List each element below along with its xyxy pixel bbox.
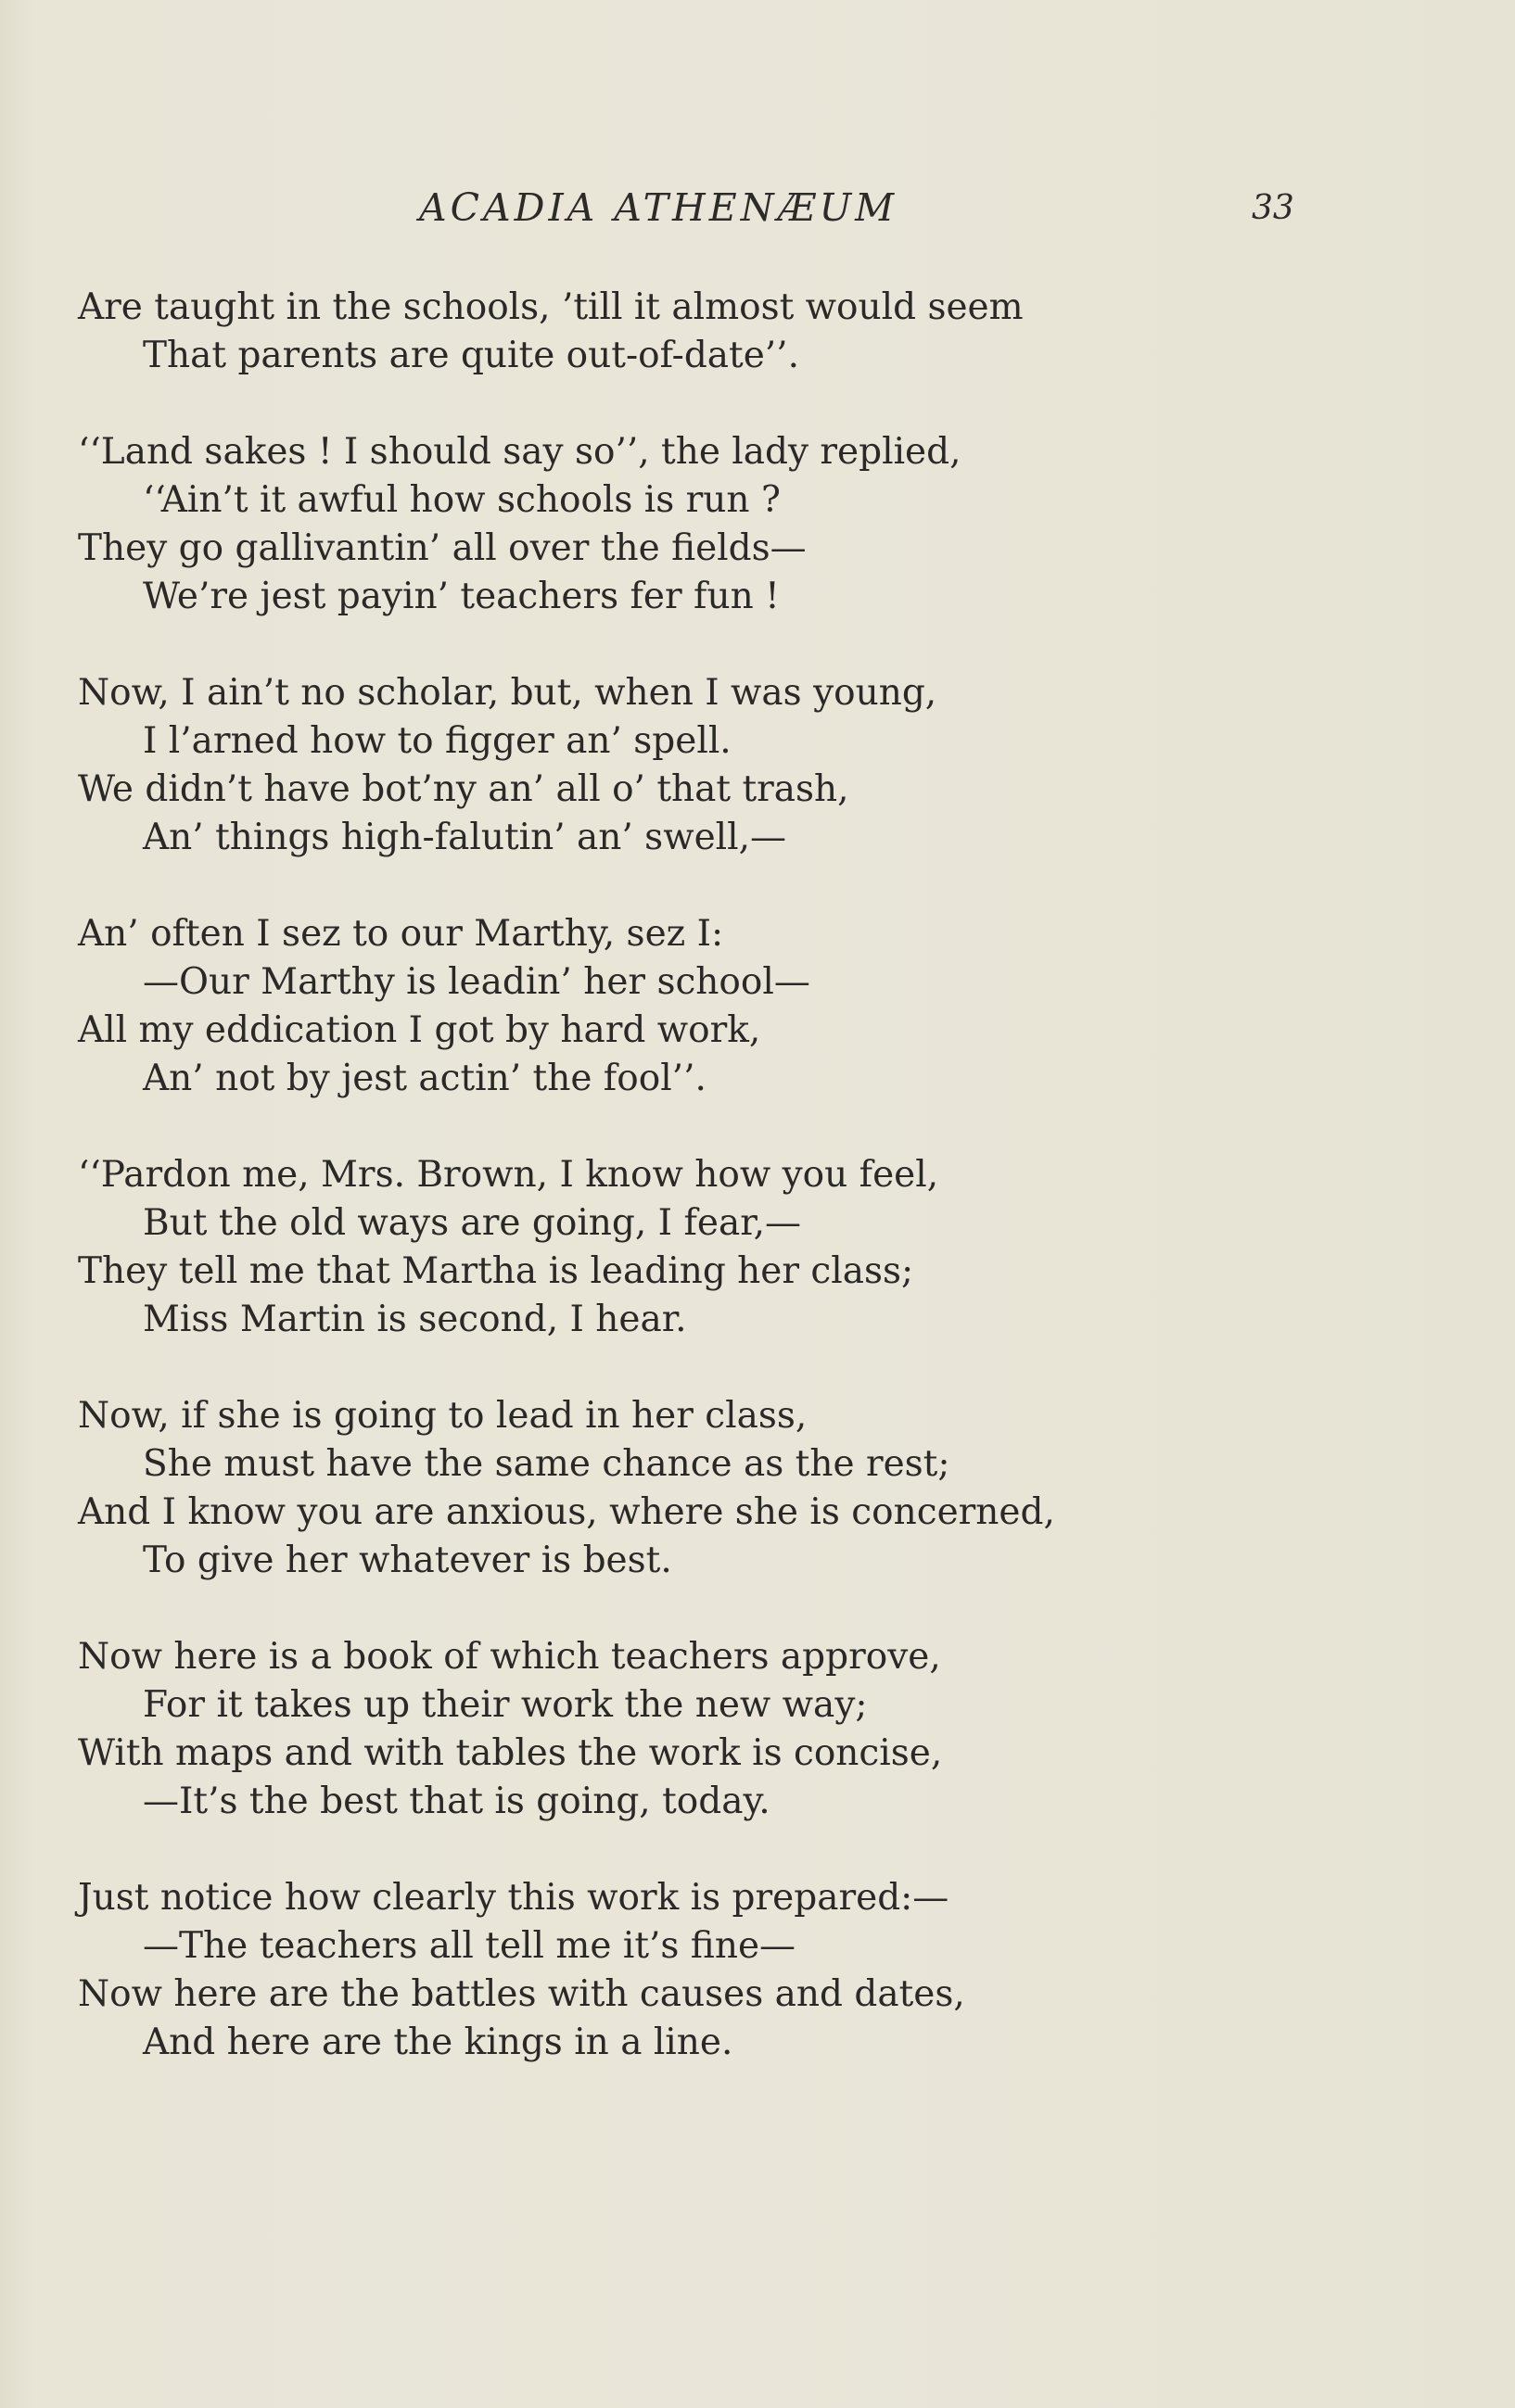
poem-line: Just notice how clearly this work is prepared:— [78, 1877, 949, 1919]
poem-line: We didn’t have bot’ny an’ all o’ that trash, [78, 768, 849, 810]
poem-text [78, 284, 1432, 2115]
stanza-2 [78, 428, 1432, 621]
poem-line: That parents are quite out-of-date’’. [143, 335, 799, 376]
poem-line: Now, if she is going to lead in her class, [78, 1395, 808, 1437]
poem-line: Miss Martin is second, I hear. [143, 1299, 687, 1340]
poem-line: With maps and with tables the work is concise, [78, 1732, 943, 1774]
poem-line: ‘‘Pardon me, Mrs. Brown, I know how you feel, [78, 1154, 939, 1196]
poem-line: —Our Marthy is leadin’ her school— [143, 961, 810, 1003]
poem-line: An’ things high-falutin’ an’ swell,— [143, 817, 787, 858]
poem-line: ‘‘Ain’t it awful how schools is run ? [143, 479, 781, 521]
poem-line: Are taught in the schools, ’till it almost would seem [78, 286, 1024, 328]
poem-line: She must have the same chance as the rest; [143, 1443, 950, 1485]
poem-line: Now, I ain’t no scholar, but, when I was young, [78, 672, 937, 714]
stanza-8 [78, 1874, 1432, 2067]
stanza-6 [78, 1392, 1432, 1585]
stanza-5 [78, 1151, 1432, 1344]
poem-line: For it takes up their work the new way; [143, 1684, 868, 1726]
poem-line: An’ often I sez to our Marthy, sez I: [78, 913, 724, 955]
poem-line: Now here is a book of which teachers approve, [78, 1636, 941, 1678]
poem-line: All my eddication I got by hard work, [78, 1009, 761, 1051]
poem-line: —The teachers all tell me it’s fine— [143, 1925, 796, 1967]
poem-line: We’re jest payin’ teachers fer fun ! [143, 576, 780, 617]
poem-line: —It’s the best that is going, today. [143, 1781, 770, 1822]
poem-line: But the old ways are going, I fear,— [143, 1202, 801, 1244]
running-title: ACADIA ATHENÆUM [419, 185, 898, 230]
poem-line: An’ not by jest actin’ the fool’’. [143, 1058, 707, 1099]
page-number: 33 [1252, 189, 1294, 227]
stanza-7 [78, 1633, 1432, 1826]
running-head [0, 185, 1515, 241]
stanza-4 [78, 910, 1432, 1103]
poem-line: ‘‘Land sakes ! I should say so’’, the lady replied, [78, 431, 961, 473]
poem-line: And here are the kings in a line. [143, 2021, 733, 2063]
poem-line: To give her whatever is best. [143, 1540, 672, 1581]
poem-line: Now here are the battles with causes and dates, [78, 1973, 965, 2015]
stanza-3 [78, 669, 1432, 862]
stanza-1 [78, 284, 1432, 380]
poem-line: They go gallivantin’ all over the fields— [78, 527, 807, 569]
poem-line: And I know you are anxious, where she is concerned, [78, 1491, 1055, 1533]
poem-line: I l’arned how to figger an’ spell. [143, 720, 732, 762]
poem-line: They tell me that Martha is leading her class; [78, 1250, 914, 1292]
